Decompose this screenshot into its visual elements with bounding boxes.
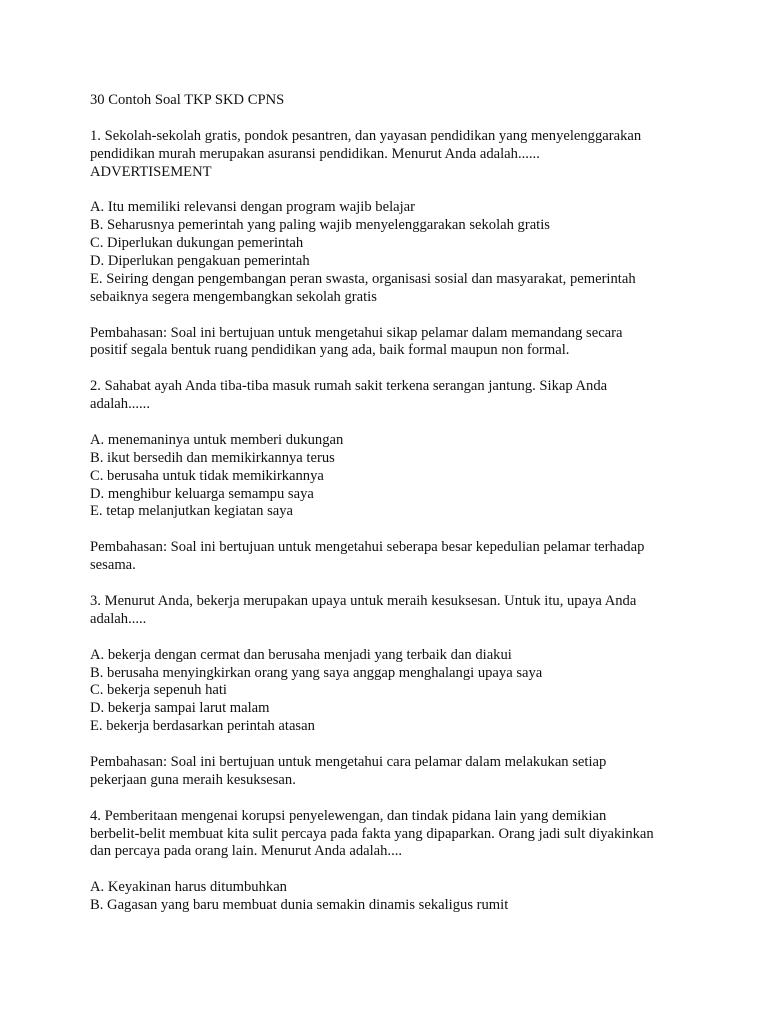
question-text: adalah...... <box>90 396 150 413</box>
explanation-text: sesama. <box>90 557 136 574</box>
spacer <box>90 790 680 808</box>
question-text: berbelit-belit membuat kita sulit percaya pada fakta yang dipaparkan. Orang jadi sult diyakinkan <box>90 825 654 842</box>
question-text: 4. Pemberitaan mengenai korupsi penyelewengan, dan tindak pidana lain yang demikian <box>90 807 607 824</box>
spacer <box>90 629 680 647</box>
spacer <box>90 521 680 539</box>
answer-option: A. Itu memiliki relevansi dengan program wajib belajar <box>90 199 416 216</box>
spacer <box>90 181 680 199</box>
answer-option: E. Seiring dengan pengembangan peran swasta, organisasi sosial dan masyarakat, pemerintah <box>90 270 636 287</box>
explanation-text: Pembahasan: Soal ini bertujuan untuk mengetahui sikap pelamar dalam memandang secara <box>90 324 623 341</box>
answer-option: B. Gagasan yang baru membuat dunia semakin dinamis sekaligus rumit <box>90 897 509 914</box>
answer-option: sebaiknya segera mengembangkan sekolah gratis <box>90 288 377 305</box>
answer-option: E. bekerja berdasarkan perintah atasan <box>90 718 315 735</box>
spacer <box>90 414 680 432</box>
answer-option: B. Seharusnya pemerintah yang paling wajib menyelenggarakan sekolah gratis <box>90 217 550 234</box>
question-block <box>90 593 680 808</box>
question-text: dan percaya pada orang lain. Menurut Anda adalah.... <box>90 843 403 860</box>
explanation-text: Pembahasan: Soal ini bertujuan untuk mengetahui seberapa besar kepedulian pelamar terhadap <box>90 539 645 556</box>
question-block <box>90 808 680 915</box>
question-text: 1. Sekolah-sekolah gratis, pondok pesantren, dan yayasan pendidikan yang menyelenggarakan <box>90 127 642 144</box>
document-title: 30 Contoh Soal TKP SKD CPNS <box>90 92 285 108</box>
advertisement-label: ADVERTISEMENT <box>90 163 212 180</box>
answer-option: C. bekerja sepenuh hati <box>90 682 227 699</box>
question-block <box>90 128 680 378</box>
question-text: pendidikan murah merupakan asuransi pendidikan. Menurut Anda adalah...... <box>90 145 540 162</box>
answer-option: A. Keyakinan harus ditumbuhkan <box>90 879 287 896</box>
answer-option: D. menghibur keluarga semampu saya <box>90 485 314 502</box>
explanation-text: pekerjaan guna meraih kesuksesan. <box>90 771 296 788</box>
answer-option: A. bekerja dengan cermat dan berusaha menjadi yang terbaik dan diakui <box>90 646 512 663</box>
document-page <box>90 92 680 915</box>
spacer <box>90 307 680 325</box>
spacer <box>90 736 680 754</box>
spacer <box>90 110 680 128</box>
question-block <box>90 378 680 593</box>
explanation-text: Pembahasan: Soal ini bertujuan untuk mengetahui cara pelamar dalam melakukan setiap <box>90 753 607 770</box>
answer-option: E. tetap melanjutkan kegiatan saya <box>90 503 294 520</box>
answer-option: A. menemaninya untuk memberi dukungan <box>90 431 344 448</box>
explanation-text: positif segala bentuk ruang pendidikan yang ada, baik formal maupun non formal. <box>90 342 570 359</box>
question-text: adalah..... <box>90 610 147 627</box>
spacer <box>90 861 680 879</box>
answer-option: D. Diperlukan pengakuan pemerintah <box>90 253 310 270</box>
question-text: 3. Menurut Anda, bekerja merupakan upaya untuk meraih kesuksesan. Untuk itu, upaya Anda <box>90 592 637 609</box>
spacer <box>90 360 680 378</box>
answer-option: C. berusaha untuk tidak memikirkannya <box>90 467 324 484</box>
question-text: 2. Sahabat ayah Anda tiba-tiba masuk rumah sakit terkena serangan jantung. Sikap Anda <box>90 378 608 395</box>
answer-option: B. berusaha menyingkirkan orang yang saya anggap menghalangi upaya saya <box>90 664 543 681</box>
answer-option: D. bekerja sampai larut malam <box>90 700 270 717</box>
spacer <box>90 575 680 593</box>
answer-option: C. Diperlukan dukungan pemerintah <box>90 235 304 252</box>
answer-option: B. ikut bersedih dan memikirkannya terus <box>90 449 335 466</box>
